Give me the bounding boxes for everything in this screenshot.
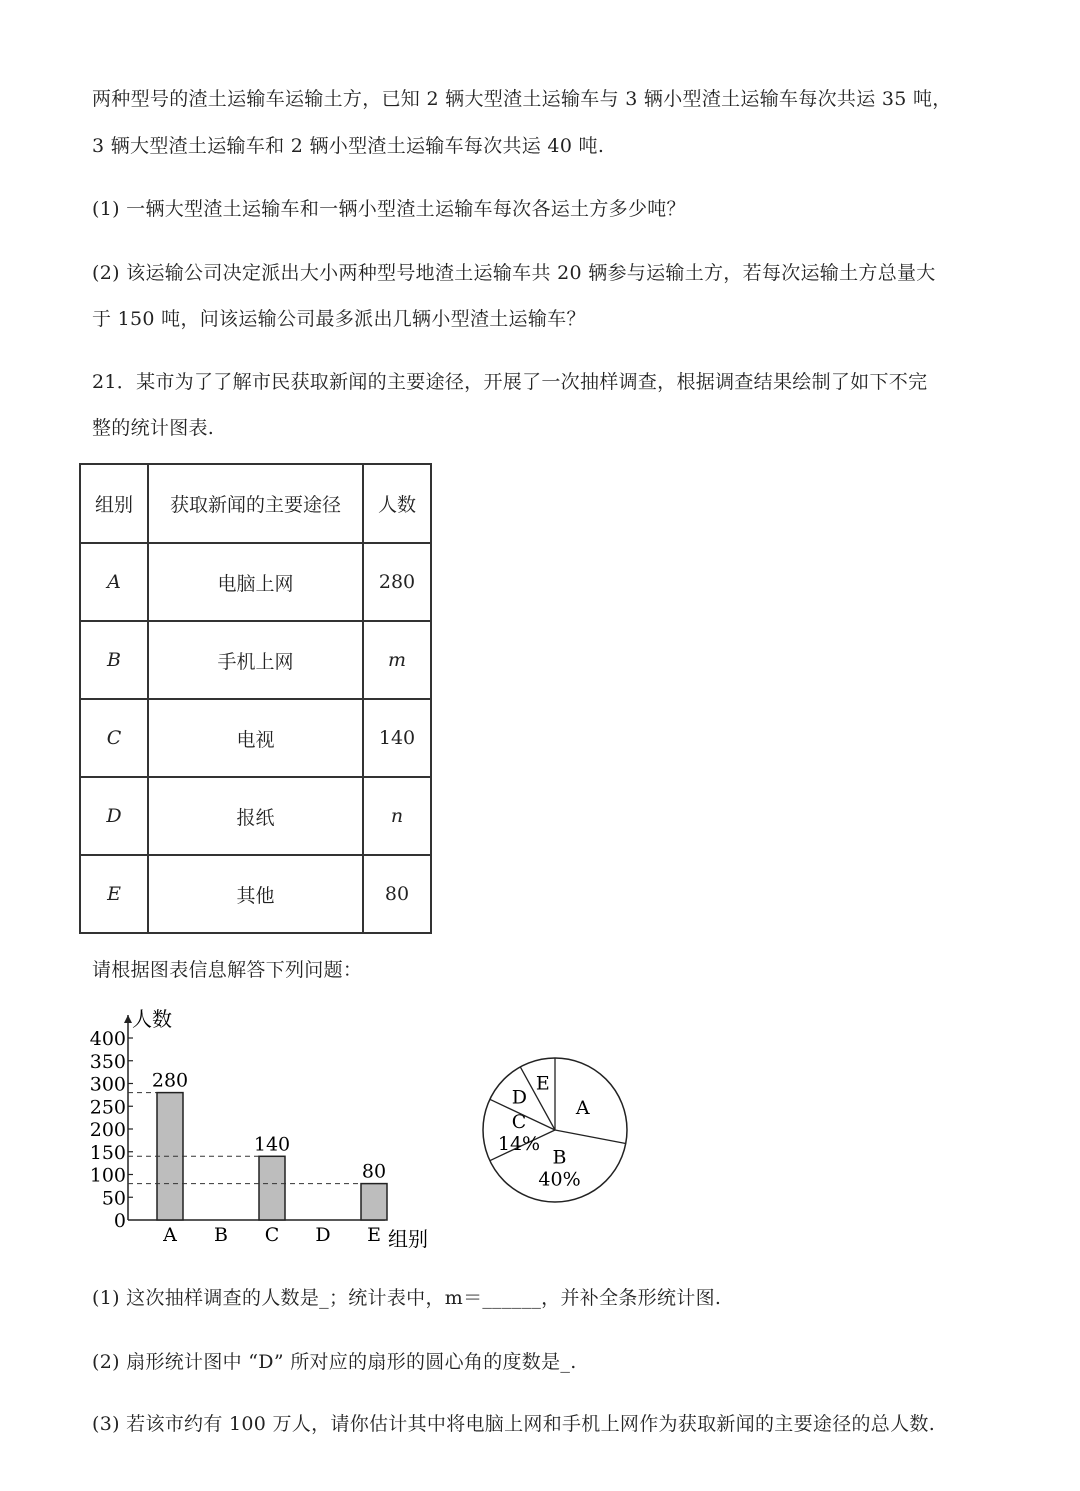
bar-data-label: 280 — [151, 1069, 189, 1092]
bar-E — [361, 1184, 387, 1220]
table-row — [80, 543, 431, 621]
table-row — [80, 855, 431, 933]
bar-chart — [80, 1000, 450, 1260]
bar-data-label: 140 — [253, 1133, 291, 1156]
problem20-q2-line1: (2) 该运输公司决定派出大小两种型号地渣土运输车共 20 辆参与运输土方，若每次运输土方总量大 — [92, 262, 936, 284]
y-tick-label: 400 — [89, 1028, 126, 1050]
problem21-q3: (3) 若该市约有 100 万人，请你估计其中将电脑上网和手机上网作为获取新闻的主要途径的总人数. — [92, 1413, 936, 1435]
y-tick-label: 100 — [89, 1164, 126, 1187]
y-tick-label: 0 — [113, 1210, 126, 1232]
problem21-intro-line2: 整的统计图表. — [92, 417, 215, 439]
cell-count: m — [363, 621, 431, 699]
table-row — [80, 699, 431, 777]
stats-table — [79, 463, 432, 934]
pie-chart — [470, 1045, 640, 1215]
header-way: 获取新闻的主要途径 — [148, 464, 363, 543]
pie-label: D — [511, 1086, 527, 1109]
table-header-row — [80, 464, 431, 543]
cell-count: 280 — [363, 543, 431, 621]
cell-group: A — [80, 543, 148, 621]
x-tick-label: A — [163, 1224, 177, 1246]
problem20-line2: 3 辆大型渣土运输车和 2 辆小型渣土运输车每次共运 40 吨. — [92, 135, 605, 157]
problem21-q1: (1) 这次抽样调查的人数是_；统计表中，m＝______，并补全条形统计图. — [92, 1287, 722, 1309]
problem21-q2: (2) 扇形统计图中 “D” 所对应的扇形的圆心角的度数是_. — [92, 1351, 577, 1373]
cell-count: n — [363, 777, 431, 855]
bar-C — [259, 1156, 285, 1220]
problem21-intro-line1: 21．某市为了了解市民获取新闻的主要途径，开展了一次抽样调查，根据调查结果绘制了如下不完 — [92, 371, 928, 393]
pie-percent-label: 40% — [538, 1168, 581, 1191]
cell-way: 报纸 — [148, 777, 363, 855]
bar-data-label: 80 — [361, 1160, 387, 1183]
y-tick-label: 50 — [101, 1187, 126, 1210]
x-tick-label: D — [315, 1224, 331, 1246]
cell-count: 80 — [363, 855, 431, 933]
problem20-line1: 两种型号的渣土运输车运输土方，已知 2 辆大型渣土运输车与 3 辆小型渣土运输车每次共运 35 吨， — [92, 88, 952, 110]
pie-percent-label: 14% — [497, 1133, 541, 1155]
y-tick-label: 200 — [89, 1119, 126, 1141]
y-tick-label: 350 — [89, 1050, 126, 1073]
x-tick-label: B — [214, 1224, 228, 1246]
bar-ylabel: 人数 — [132, 1007, 172, 1031]
problem20-q2-line2: 于 150 吨，问该运输公司最多派出几辆小型渣土运输车？ — [92, 308, 586, 330]
cell-way: 手机上网 — [148, 621, 363, 699]
problem20-q1: (1) 一辆大型渣土运输车和一辆小型渣土运输车每次各运土方多少吨？ — [92, 198, 686, 220]
x-tick-label: C — [264, 1224, 280, 1246]
y-tick-label: 150 — [89, 1141, 126, 1164]
cell-group: D — [80, 777, 148, 855]
header-count: 人数 — [363, 464, 431, 543]
y-tick-label: 250 — [89, 1096, 126, 1119]
y-axis-arrow — [124, 1015, 132, 1023]
cell-way: 电视 — [148, 699, 363, 777]
pie-label: A — [575, 1097, 590, 1120]
cell-group: B — [80, 621, 148, 699]
bar-xlabel: 组别 — [388, 1227, 428, 1251]
header-group: 组别 — [80, 464, 148, 543]
pie-label: C — [511, 1111, 527, 1133]
table-row — [80, 621, 431, 699]
pie-label: E — [535, 1072, 550, 1095]
table-row — [80, 777, 431, 855]
x-tick-label: E — [367, 1224, 381, 1246]
instruction-text: 请根据图表信息解答下列问题： — [92, 959, 363, 981]
cell-group: C — [80, 699, 148, 777]
cell-way: 电脑上网 — [148, 543, 363, 621]
cell-count: 140 — [363, 699, 431, 777]
bar-A — [157, 1093, 183, 1220]
pie-label: B — [552, 1146, 567, 1169]
cell-group: E — [80, 855, 148, 933]
cell-way: 其他 — [148, 855, 363, 933]
y-tick-label: 300 — [89, 1073, 126, 1096]
